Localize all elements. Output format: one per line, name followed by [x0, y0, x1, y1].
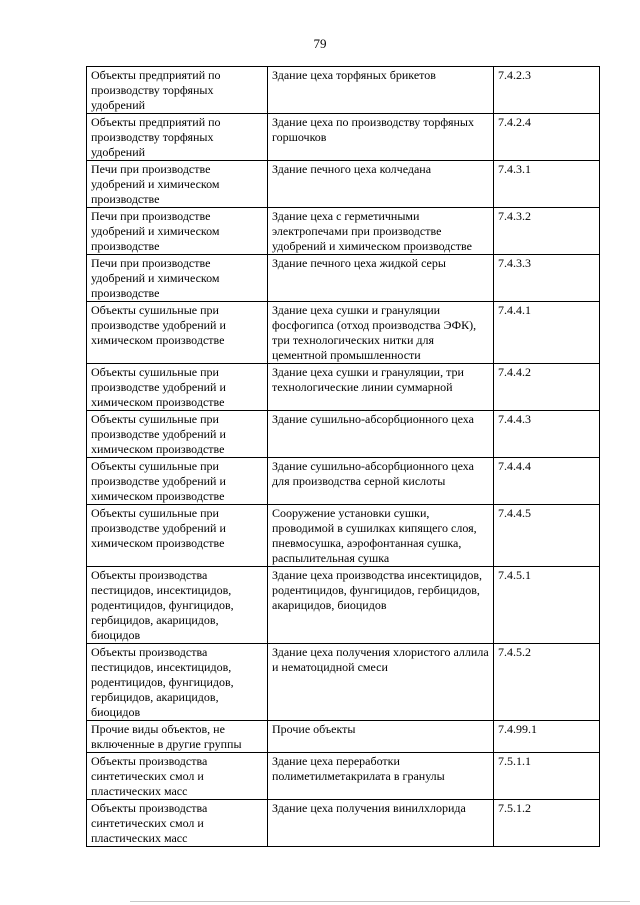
table-row: [87, 255, 600, 302]
code-cell: 7.4.99.1: [494, 721, 600, 753]
code-cell: 7.4.4.1: [494, 302, 600, 364]
object-type-cell: Объекты сушильные при производстве удобрений и химическом производстве: [87, 364, 268, 411]
building-cell: Здание цеха торфяных брикетов: [268, 67, 494, 114]
table-row: [87, 505, 600, 567]
code-cell: 7.4.3.2: [494, 208, 600, 255]
object-type-cell: Объекты сушильные при производстве удобрений и химическом производстве: [87, 411, 268, 458]
table-row: [87, 567, 600, 644]
building-cell: Здание цеха переработки полиметилметакрилата в гранулы: [268, 753, 494, 800]
code-cell: 7.4.4.3: [494, 411, 600, 458]
code-cell: 7.4.4.2: [494, 364, 600, 411]
table-row: [87, 644, 600, 721]
scan-edge-line: [130, 901, 630, 902]
building-cell: Здание цеха получения хлористого аллила и нематоцидной смеси: [268, 644, 494, 721]
building-cell: Здание сушильно-абсорбционного цеха: [268, 411, 494, 458]
object-type-cell: Прочие виды объектов, не включенные в другие группы: [87, 721, 268, 753]
building-cell: Здание цеха сушки и грануляции фосфогипса (отход производства ЭФК), три технологических нитки для цементной промышленности: [268, 302, 494, 364]
object-type-cell: Объекты производства пестицидов, инсектицидов, родентицидов, фунгицидов, гербицидов, акарицидов, биоцидов: [87, 567, 268, 644]
code-cell: 7.5.1.2: [494, 800, 600, 847]
building-cell: Здание сушильно-абсорбционного цеха для производства серной кислоты: [268, 458, 494, 505]
object-type-cell: Объекты производства синтетических смол и пластических масс: [87, 753, 268, 800]
code-cell: 7.4.3.3: [494, 255, 600, 302]
building-cell: Здание цеха сушки и грануляции, три технологические линии суммарной: [268, 364, 494, 411]
code-cell: 7.4.3.1: [494, 161, 600, 208]
table-row: [87, 302, 600, 364]
object-type-cell: Объекты предприятий по производству торфяных удобрений: [87, 114, 268, 161]
object-type-cell: Объекты производства пестицидов, инсектицидов, родентицидов, фунгицидов, гербицидов, акарицидов, биоцидов: [87, 644, 268, 721]
building-cell: Здание печного цеха жидкой серы: [268, 255, 494, 302]
building-cell: Здание цеха с герметичными электропечами при производстве удобрений и химическом производстве: [268, 208, 494, 255]
code-cell: 7.4.5.2: [494, 644, 600, 721]
object-type-cell: Объекты производства синтетических смол и пластических масс: [87, 800, 268, 847]
page-number: 79: [313, 36, 327, 51]
object-type-cell: Печи при производстве удобрений и химическом производстве: [87, 208, 268, 255]
code-cell: 7.4.2.4: [494, 114, 600, 161]
table-row: [87, 364, 600, 411]
table-row: [87, 67, 600, 114]
code-cell: 7.4.5.1: [494, 567, 600, 644]
table-row: [87, 458, 600, 505]
building-cell: Здание цеха получения винилхлорида: [268, 800, 494, 847]
building-cell: Здание печного цеха колчедана: [268, 161, 494, 208]
building-cell: Сооружение установки сушки, проводимой в сушилках кипящего слоя, пневмосушка, аэрофонтанная сушка, распылительная сушка: [268, 505, 494, 567]
object-type-cell: Объекты сушильные при производстве удобрений и химическом производстве: [87, 505, 268, 567]
code-cell: 7.5.1.1: [494, 753, 600, 800]
code-cell: 7.4.4.4: [494, 458, 600, 505]
table-row: [87, 721, 600, 753]
object-type-cell: Объекты сушильные при производстве удобрений и химическом производстве: [87, 458, 268, 505]
building-cell: Здание цеха по производству торфяных горшочков: [268, 114, 494, 161]
building-cell: Здание цеха производства инсектицидов, родентицидов, фунгицидов, гербицидов, акарицидов, биоцидов: [268, 567, 494, 644]
table-row: [87, 411, 600, 458]
object-type-cell: Печи при производстве удобрений и химическом производстве: [87, 255, 268, 302]
table-row: [87, 753, 600, 800]
classification-table: [86, 66, 600, 847]
code-cell: 7.4.2.3: [494, 67, 600, 114]
building-cell: Прочие объекты: [268, 721, 494, 753]
table-row: [87, 208, 600, 255]
object-type-cell: Объекты предприятий по производству торфяных удобрений: [87, 67, 268, 114]
table-row: [87, 161, 600, 208]
code-cell: 7.4.4.5: [494, 505, 600, 567]
object-type-cell: Объекты сушильные при производстве удобрений и химическом производстве: [87, 302, 268, 364]
table-row: [87, 114, 600, 161]
object-type-cell: Печи при производстве удобрений и химическом производстве: [87, 161, 268, 208]
table-row: [87, 800, 600, 847]
